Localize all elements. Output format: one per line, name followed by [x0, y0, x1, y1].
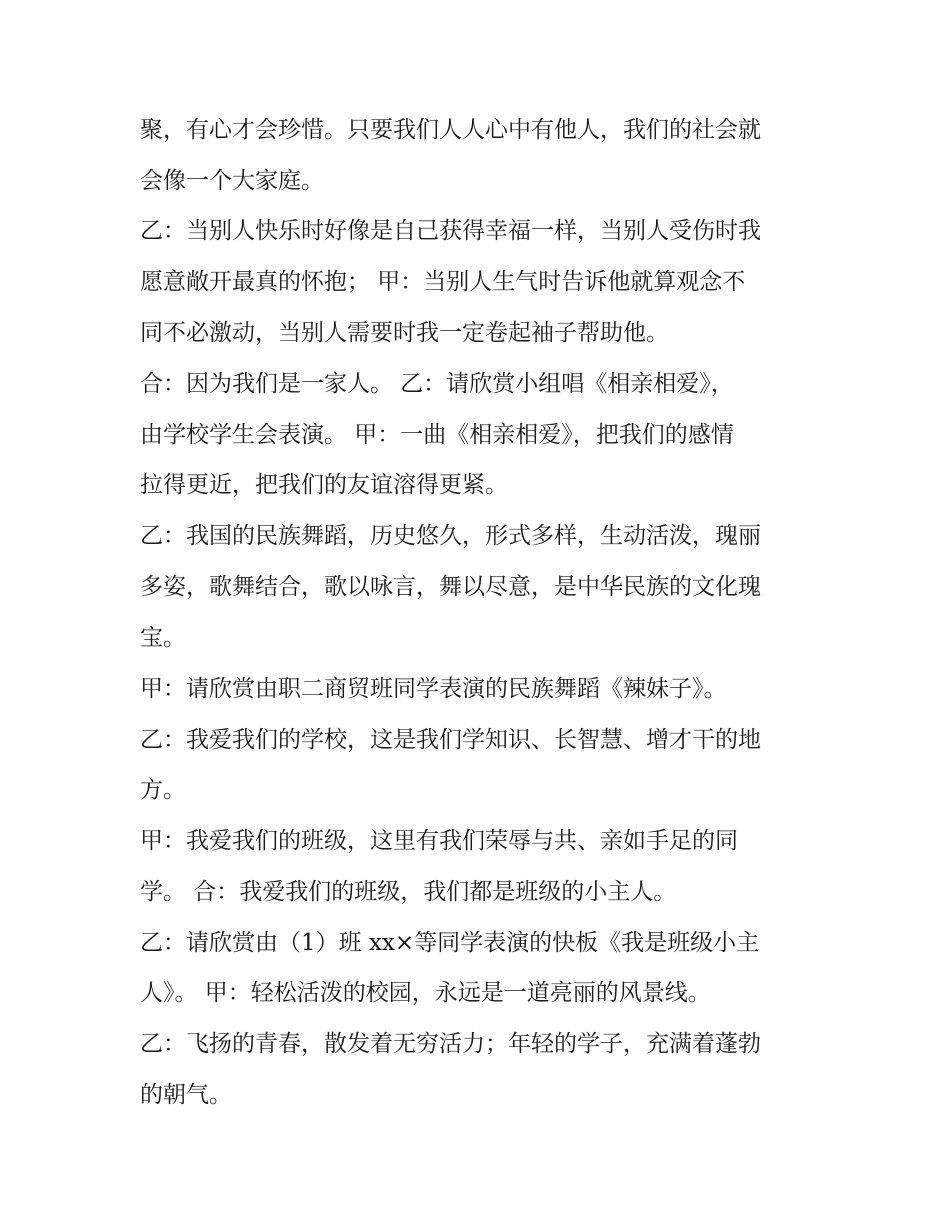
text-line: 宝。	[140, 625, 186, 651]
text-line: 方。	[140, 777, 186, 803]
text-line: 人》。 甲：轻松活泼的校园，永远是一道亮丽的风景线。	[140, 980, 711, 1006]
text-line: 学。 合：我爱我们的班级，我们都是班级的小主人。	[140, 879, 677, 905]
text-line: 的朝气。	[140, 1082, 232, 1108]
text-line: 拉得更近，把我们的友谊溶得更紧。	[140, 472, 508, 498]
text-line: 同不必激动，当别人需要时我一定卷起袖子帮助他。	[140, 320, 669, 346]
text-line: 甲：请欣赏由职二商贸班同学表演的民族舞蹈《辣妹子》。	[140, 676, 727, 702]
text-line: 愿意敞开最真的怀抱； 甲：当别人生气时告诉他就算观念不	[140, 269, 746, 295]
text-line: 甲：我爱我们的班级，这里有我们荣辱与共、亲如手足的同	[140, 828, 738, 854]
text-line: 乙：当别人快乐时好像是自己获得幸福一样，当别人受伤时我	[140, 218, 761, 244]
text-line: 会像一个大家庭。	[140, 168, 324, 194]
text-line: 合：因为我们是一家人。 乙：请欣赏小组唱《相亲相爱》，	[140, 371, 734, 397]
text-line: 聚，有心才会珍惜。只要我们人人心中有他人，我们的社会就	[140, 117, 761, 143]
text-line: 乙：我国的民族舞蹈，历史悠久，形式多样，生动活泼，瑰丽	[140, 523, 761, 549]
text-line: 由学校学生会表演。 甲：一曲《相亲相爱》，把我们的感情	[140, 422, 734, 448]
text-line: 多姿，歌舞结合，歌以咏言，舞以尽意，是中华民族的文化瑰	[140, 574, 761, 600]
text-line: 乙：请欣赏由（1）班 xx×等同学表演的快板《我是班级小主	[140, 930, 760, 956]
text-line: 乙：飞扬的青春，散发着无穷活力；年轻的学子，充满着蓬勃	[140, 1031, 761, 1057]
text-line: 乙：我爱我们的学校，这是我们学知识、长智慧、增才干的地	[140, 727, 761, 753]
